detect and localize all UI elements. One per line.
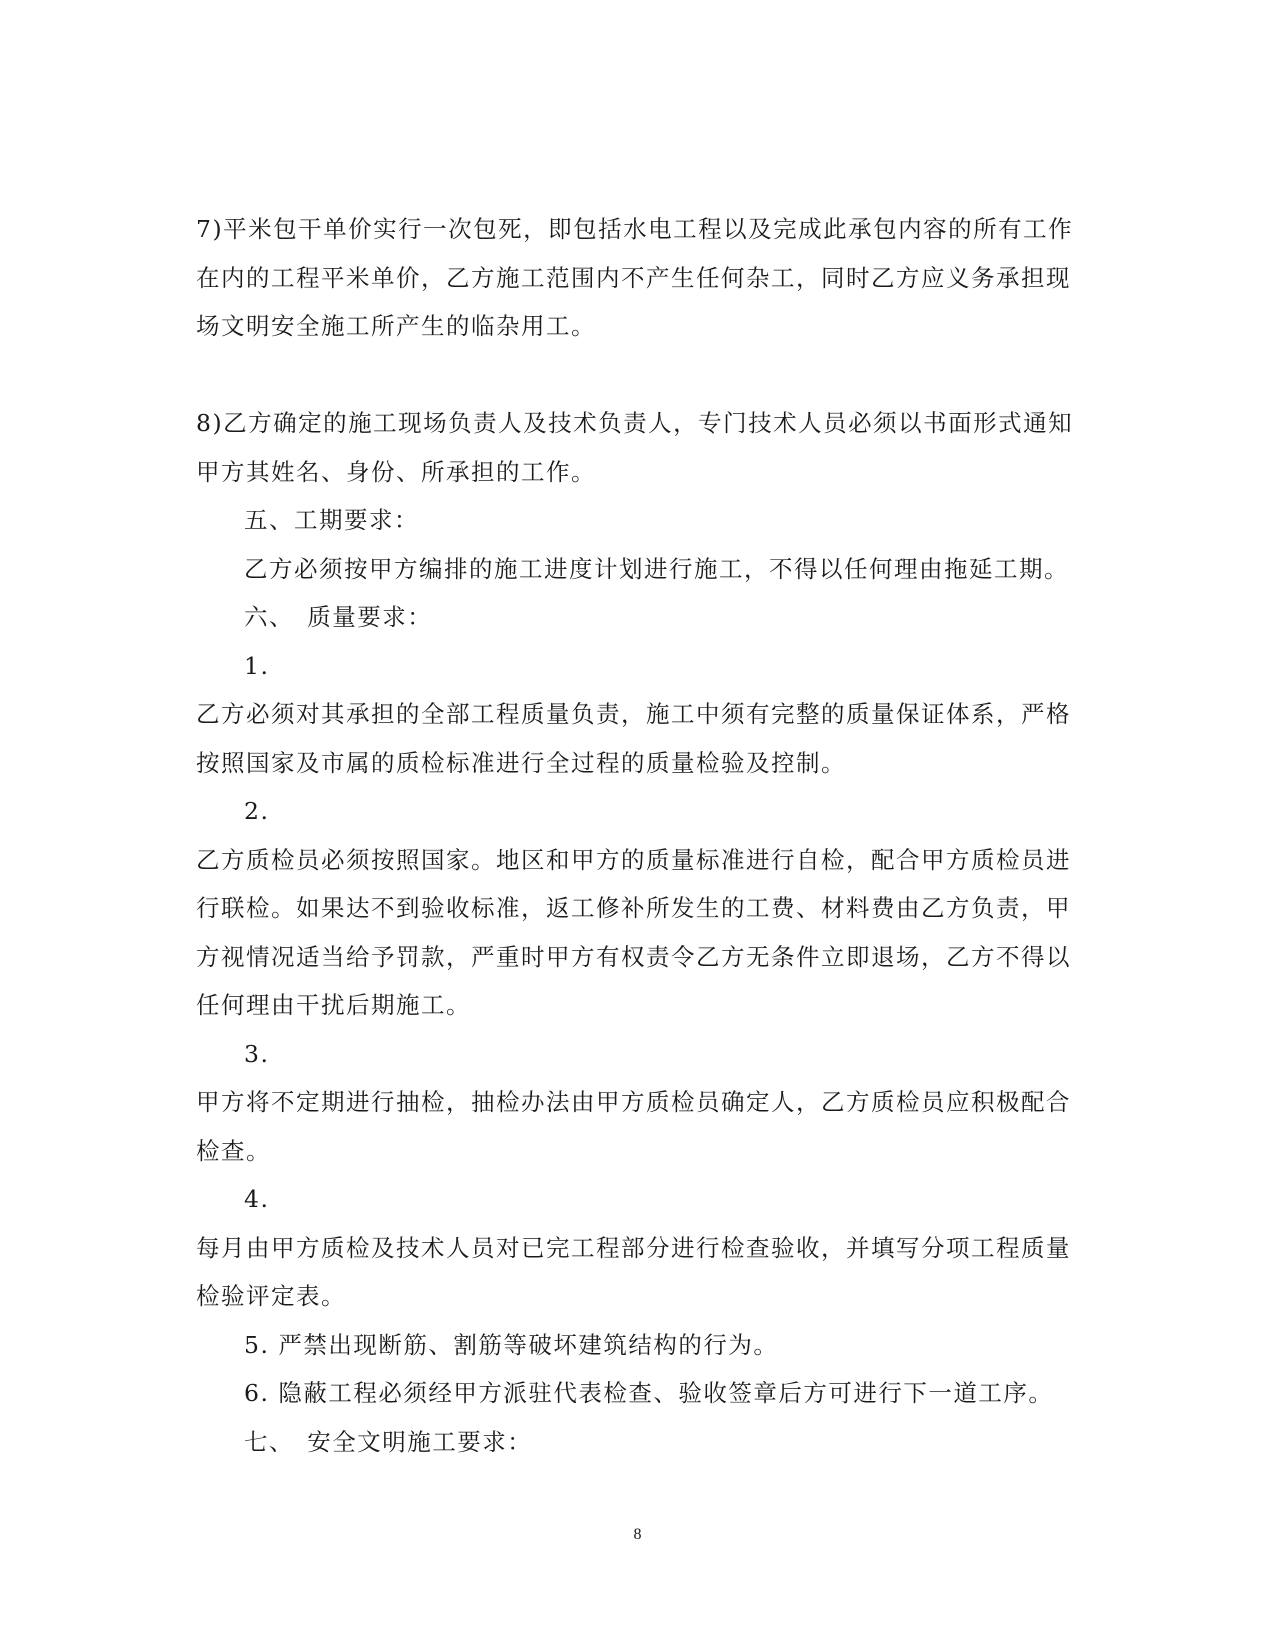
page-number: 8 [633, 1526, 642, 1543]
paragraph-quality-4: 每月由甲方质检及技术人员对已完工程部分进行检查验收，并填写分项工程质量检验评定表。 [196, 1233, 1071, 1310]
list-number-1: 1. [244, 651, 270, 680]
list-number-4: 4. [244, 1185, 270, 1213]
paragraph-quality-6: 6. 隐蔽工程必须经甲方派驻代表检查、验收签章后方可进行下一道工序。 [244, 1379, 1054, 1407]
list-number-2: 2. [244, 797, 270, 825]
paragraph-quality-2: 乙方质检员必须按照国家。地区和甲方的质量标准进行自检，配合甲方质检员进行联检。如果达不到验收标准，返工修补所发生的工费、材料费由乙方负责，甲方视情况适当给予罚款，严重时甲方有权责令乙方无条件立即退场，乙方不得以任何理由干扰后期施工。 [196, 845, 1071, 1019]
section-heading-safety: 七、 安全文明施工要求： [244, 1427, 533, 1456]
paragraph-schedule: 乙方必须按甲方编排的施工进度计划进行施工，不得以任何理由拖延工期。 [244, 554, 1069, 583]
paragraph-item-8: 8)乙方确定的施工现场负责人及技术负责人，专门技术人员必须以书面形式通知甲方其姓名、身份、所承担的工作。 [196, 409, 1074, 486]
list-number-3: 3. [244, 1039, 270, 1068]
section-heading-quality: 六、 质量要求： [244, 603, 433, 631]
paragraph-quality-1: 乙方必须对其承担的全部工程质量负责，施工中须有完整的质量保证体系，严格按照国家及市属的质检标准进行全过程的质量检验及控制。 [196, 700, 1071, 777]
document-body [196, 205, 1076, 1466]
paragraph-item-7: 7)平米包干单价实行一次包死，即包括水电工程以及完成此承包内容的所有工作在内的工程平米单价，乙方施工范围内不产生任何杂工，同时乙方应义务承担现场文明安全施工所产生的临杂用工。 [196, 215, 1074, 340]
paragraph-quality-5: 5. 严禁出现断筋、割筋等破坏建筑结构的行为。 [244, 1330, 779, 1359]
section-heading-schedule: 五、工期要求： [244, 506, 419, 534]
paragraph-quality-3: 甲方将不定期进行抽检，抽检办法由甲方质检员确定人，乙方质检员应积极配合检查。 [196, 1088, 1071, 1165]
paragraph-spacer [196, 351, 1076, 400]
